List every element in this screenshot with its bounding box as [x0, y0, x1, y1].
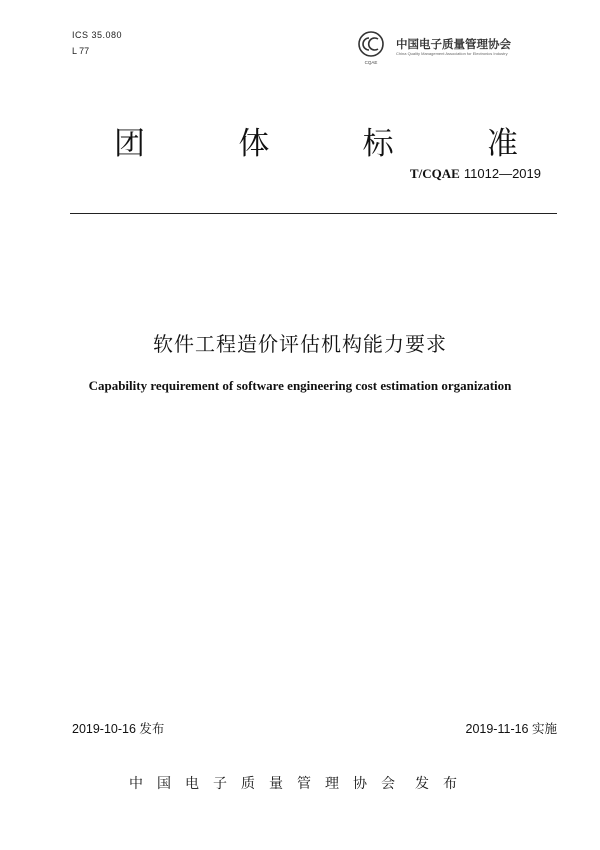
- publisher-logo: [356, 30, 546, 72]
- logo-acronym: CQAE: [364, 60, 378, 65]
- document-title-english: Capability requirement of software engineering cost estimation organization: [88, 378, 512, 393]
- issue-date: 2019-10-16 发布: [72, 722, 165, 736]
- implementation-date: 2019-11-16 实施: [465, 722, 557, 736]
- ccs-number: L 77: [72, 46, 90, 56]
- standard-type-char: 准: [486, 126, 518, 162]
- standard-code-number: 11012—2019: [463, 166, 541, 181]
- logo-org-english: China Quality Management Association for Electronics Industry: [396, 51, 508, 56]
- standard-type: [70, 118, 540, 163]
- standard-type-char: 体: [238, 126, 270, 162]
- ics-number: ICS 35.080: [72, 30, 123, 40]
- standard-code: [410, 166, 541, 182]
- publisher-org: 中国电子质量管理协会: [129, 776, 409, 792]
- logo-org-name: 中国电子质量管理协会: [396, 37, 511, 51]
- standard-type-char: 团: [114, 126, 145, 162]
- standard-code-prefix: T/CQAE: [409, 166, 460, 181]
- document-title-chinese: 软件工程造价评估机构能力要求: [153, 332, 447, 356]
- cqae-logo-icon: [356, 30, 386, 66]
- header-divider: [70, 213, 557, 214]
- standard-type-char: 标: [362, 126, 394, 162]
- publisher-action: 发布: [415, 776, 471, 792]
- publisher-line: [0, 773, 600, 793]
